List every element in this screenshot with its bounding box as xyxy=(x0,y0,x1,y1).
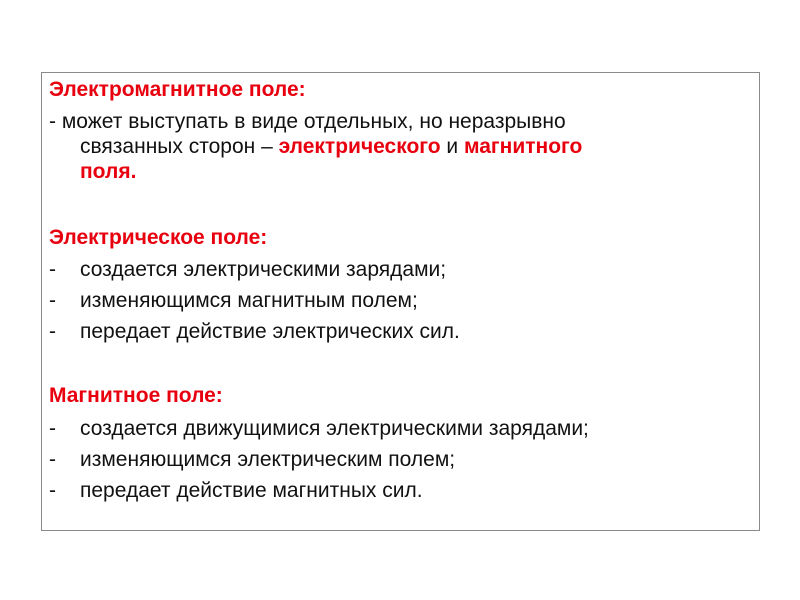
em-field-line-2-text-a: связанных сторон – xyxy=(80,135,279,158)
electric-field-heading: Электрическое поле: xyxy=(49,226,268,249)
list-dash: - xyxy=(49,258,56,281)
magnetic-item-2: изменяющимся электрическим полем; xyxy=(80,448,456,471)
electric-item-2: изменяющимся магнитным полем; xyxy=(80,289,418,312)
em-field-line-2-text-b: и xyxy=(440,135,464,158)
list-dash: - xyxy=(49,417,56,440)
list-dash: - xyxy=(49,289,56,312)
electric-item-3: передает действие электрических сил. xyxy=(80,320,460,343)
em-field-heading: Электромагнитное поле: xyxy=(49,78,306,101)
em-field-line-2 xyxy=(80,134,582,159)
list-dash: - xyxy=(49,479,56,502)
electric-item-1: создается электрическими зарядами; xyxy=(80,258,447,281)
magnetic-item-1: создается движущимися электрическими зарядами; xyxy=(80,417,589,440)
magnetic-field-heading: Магнитное поле: xyxy=(49,384,223,407)
electric-highlight: электрического xyxy=(278,135,441,158)
list-dash: - xyxy=(49,320,56,343)
magnetic-item-3: передает действие магнитных сил. xyxy=(80,479,423,502)
em-field-line-1: - может выступать в виде отдельных, но неразрывно xyxy=(49,110,566,133)
list-dash: - xyxy=(49,448,56,471)
em-field-line-3: поля. xyxy=(80,160,137,183)
magnetic-highlight: магнитного xyxy=(463,135,583,158)
